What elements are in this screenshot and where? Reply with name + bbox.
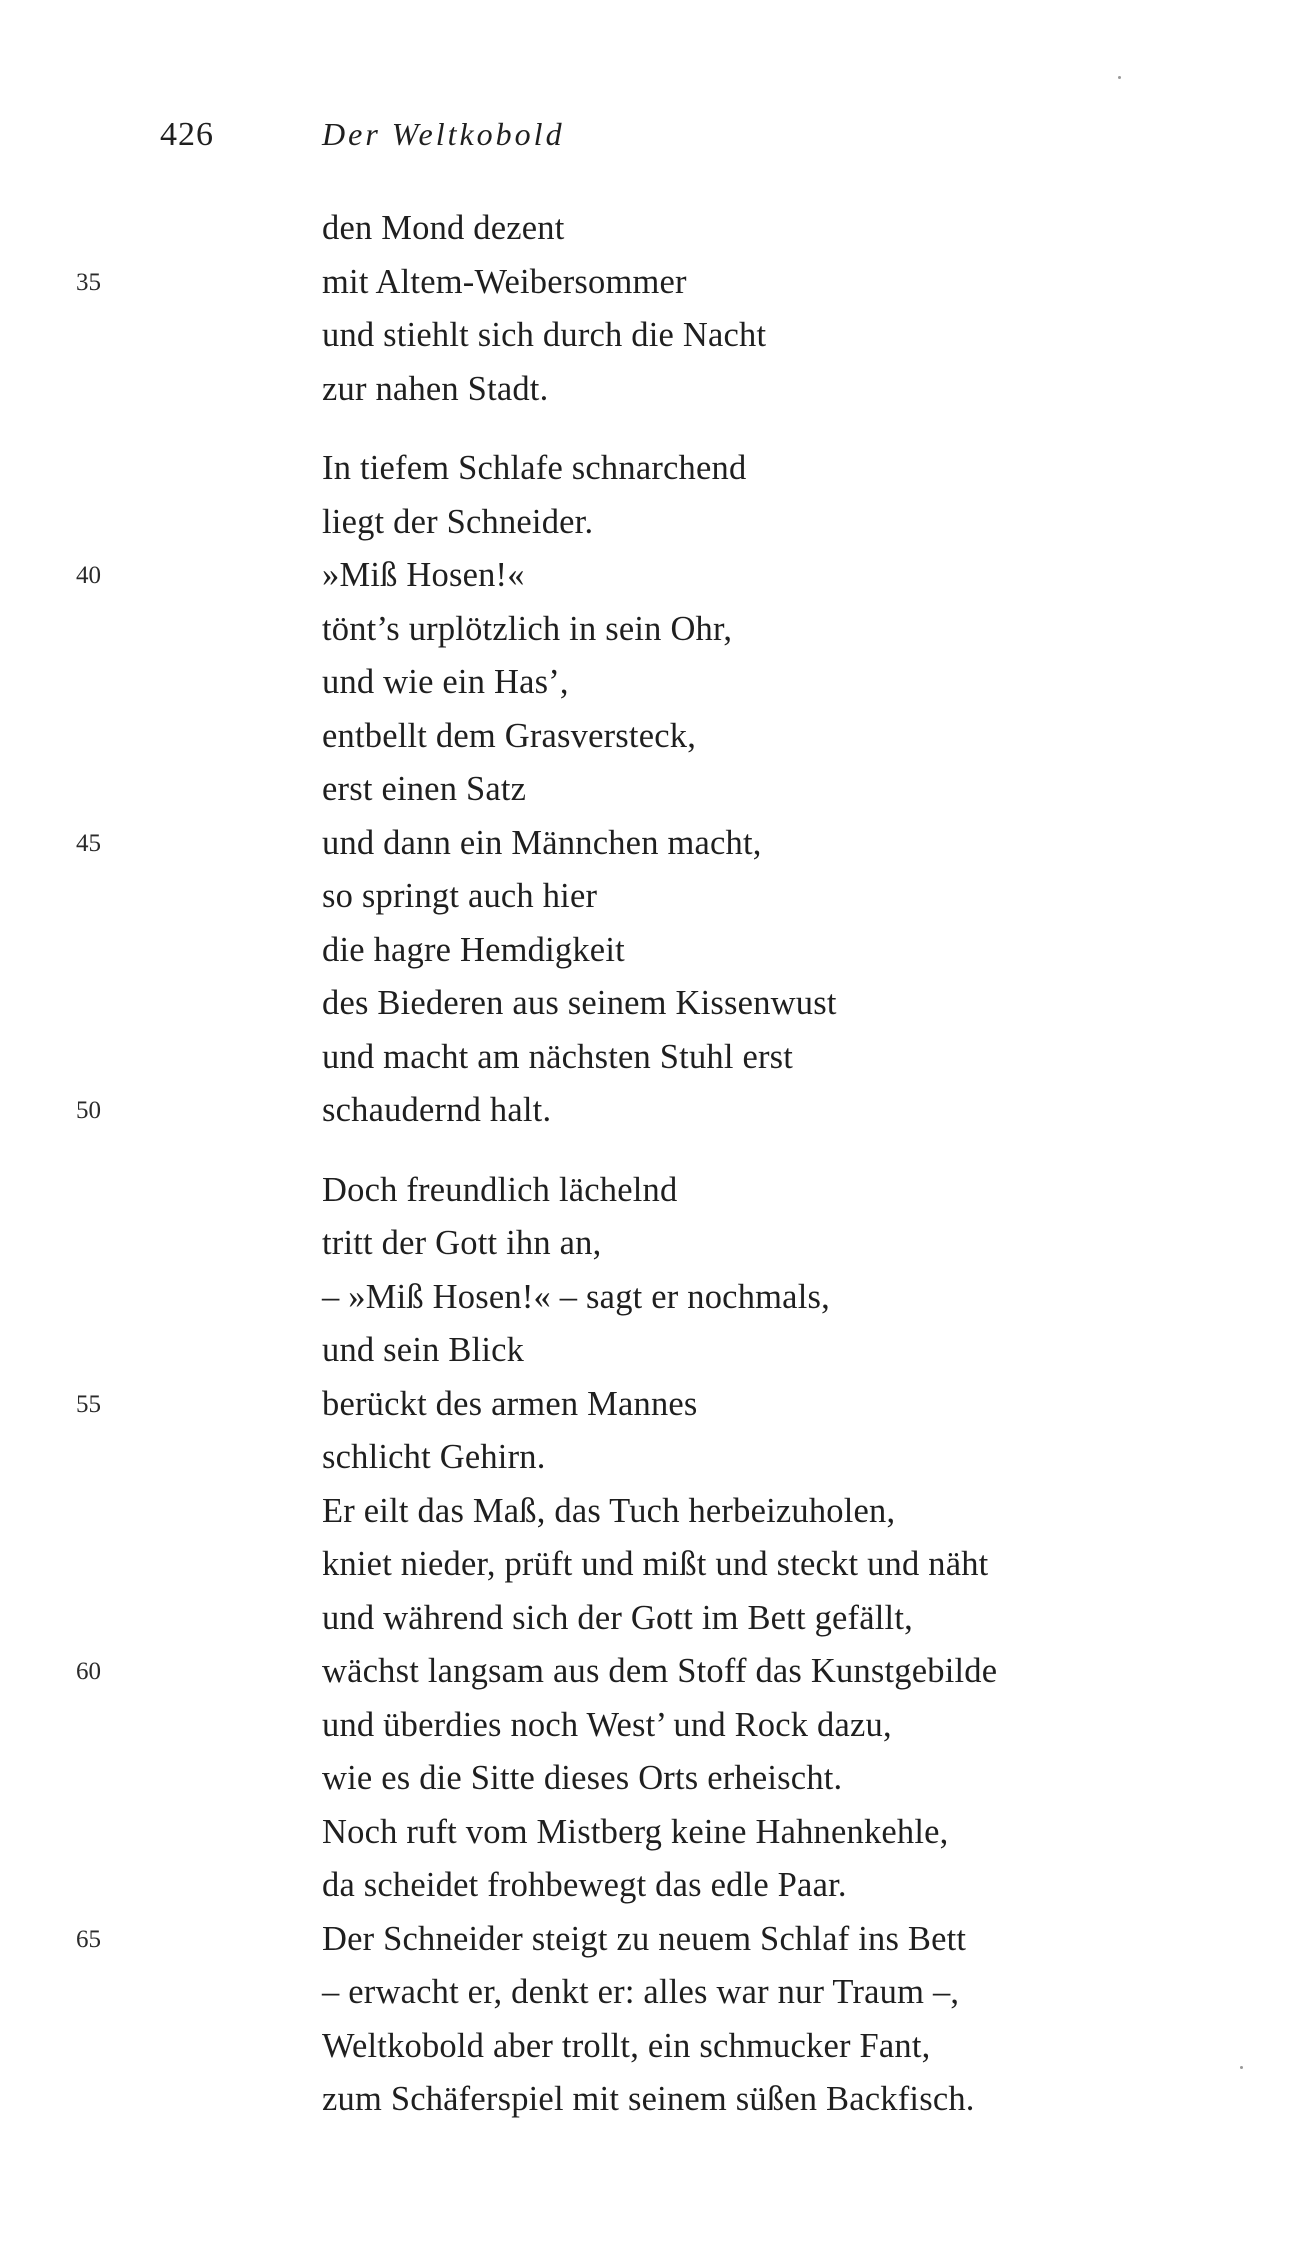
- verse-line: [0, 256, 1294, 310]
- verse-line: [0, 363, 1294, 417]
- verse-text: tönt’s urplötzlich in sein Ohr,: [322, 609, 733, 648]
- verse-line: [0, 2073, 1294, 2127]
- verse-text: wächst langsam aus dem Stoff das Kunstgebilde: [322, 1652, 998, 1690]
- verse-text: und während sich der Gott im Bett gefällt,: [322, 1598, 913, 1637]
- verse-text: liegt der Schneider.: [322, 502, 594, 541]
- verse-text: tritt der Gott ihn an,: [322, 1224, 602, 1262]
- verse-line: [0, 496, 1294, 550]
- verse-line: [0, 1164, 1294, 1218]
- verse-text: des Biederen aus seinem Kissenwust: [322, 984, 837, 1022]
- verse-text: mit Altem-Weibersommer: [322, 262, 687, 301]
- verse-line: [0, 977, 1294, 1031]
- verse-text: Der Schneider steigt zu neuem Schlaf ins Bett: [322, 1919, 967, 1958]
- page-header: [0, 116, 1294, 176]
- verse-text: wie es die Sitte dieses Orts erheischt.: [322, 1759, 843, 1797]
- line-number: 35: [76, 268, 101, 296]
- verse-line: [0, 870, 1294, 924]
- stanza: [0, 202, 1294, 416]
- verse-text: da scheidet frohbewegt das edle Paar.: [322, 1866, 847, 1904]
- verse-text: entbellt dem Grasversteck,: [322, 716, 697, 755]
- verse-text: In tiefem Schlafe schnarchend: [322, 449, 747, 487]
- verse-text: und dann ein Männchen macht,: [322, 823, 762, 862]
- verse-text: zum Schäferspiel mit seinem süßen Backfisch.: [322, 2080, 975, 2118]
- verse-line: [0, 1859, 1294, 1913]
- verse-line: [0, 1271, 1294, 1325]
- verse-line: [0, 1699, 1294, 1753]
- verse-line: [0, 1084, 1294, 1138]
- verse-line: [0, 817, 1294, 871]
- verse-text: schlicht Gehirn.: [322, 1438, 546, 1476]
- verse-line: [0, 1431, 1294, 1485]
- verse-text: erst einen Satz: [322, 770, 527, 808]
- verse-line: [0, 1538, 1294, 1592]
- verse-text: und stiehlt sich durch die Nacht: [322, 316, 767, 354]
- verse-text: Weltkobold aber trollt, ein schmucker Fant,: [322, 2026, 931, 2065]
- verse-text: so springt auch hier: [322, 877, 598, 915]
- stanza: [0, 442, 1294, 1138]
- verse-line: [0, 656, 1294, 710]
- verse-line: [0, 603, 1294, 657]
- paper-speck: [1240, 2066, 1243, 2069]
- verse-line: [0, 309, 1294, 363]
- verse-line: [0, 1592, 1294, 1646]
- verse-text: zur nahen Stadt.: [322, 369, 549, 408]
- verse-line: [0, 549, 1294, 603]
- verse-line: [0, 1217, 1294, 1271]
- verse-text: und wie ein Has’,: [322, 663, 569, 701]
- verse-text: die hagre Hemdigkeit: [322, 930, 625, 969]
- verse-text: schaudernd halt.: [322, 1091, 552, 1129]
- verse-line: [0, 924, 1294, 978]
- poem-text: [0, 202, 1294, 2127]
- verse-line: [0, 1913, 1294, 1967]
- line-number: 60: [76, 1658, 101, 1685]
- verse-line: [0, 202, 1294, 256]
- paper-speck: [1118, 76, 1121, 79]
- verse-line: [0, 763, 1294, 817]
- running-title: Der Weltkobold: [322, 116, 565, 152]
- verse-line: [0, 1031, 1294, 1085]
- verse-line: [0, 1752, 1294, 1806]
- verse-line: [0, 1324, 1294, 1378]
- verse-text: »Miß Hosen!«: [322, 556, 525, 594]
- verse-line: [0, 1485, 1294, 1539]
- line-number: 55: [76, 1390, 101, 1418]
- verse-line: [0, 1806, 1294, 1860]
- stanza: [0, 1164, 1294, 2127]
- verse-line: [0, 1378, 1294, 1432]
- verse-text: – erwacht er, denkt er: alles war nur Traum –,: [322, 1973, 960, 2011]
- verse-text: und sein Blick: [322, 1331, 525, 1369]
- verse-text: Noch ruft vom Mistberg keine Hahnenkehle,: [322, 1812, 949, 1851]
- line-number: 65: [76, 1925, 101, 1953]
- verse-text: Er eilt das Maß, das Tuch herbeizuholen,: [322, 1491, 896, 1530]
- line-number: 40: [76, 562, 101, 589]
- verse-text: und überdies noch West’ und Rock dazu,: [322, 1705, 892, 1744]
- verse-text: Doch freundlich lächelnd: [322, 1170, 678, 1209]
- verse-line: [0, 1645, 1294, 1699]
- verse-text: kniet nieder, prüft und mißt und steckt und näht: [322, 1545, 989, 1583]
- page-number: 426: [160, 116, 214, 153]
- verse-line: [0, 442, 1294, 496]
- line-number: 50: [76, 1097, 101, 1124]
- verse-text: und macht am nächsten Stuhl erst: [322, 1037, 794, 1076]
- verse-line: [0, 1966, 1294, 2020]
- verse-line: [0, 710, 1294, 764]
- verse-line: [0, 2020, 1294, 2074]
- line-number: 45: [76, 829, 101, 857]
- verse-text: – »Miß Hosen!« – sagt er nochmals,: [322, 1277, 830, 1316]
- verse-text: den Mond dezent: [322, 209, 565, 247]
- verse-text: berückt des armen Mannes: [322, 1384, 698, 1423]
